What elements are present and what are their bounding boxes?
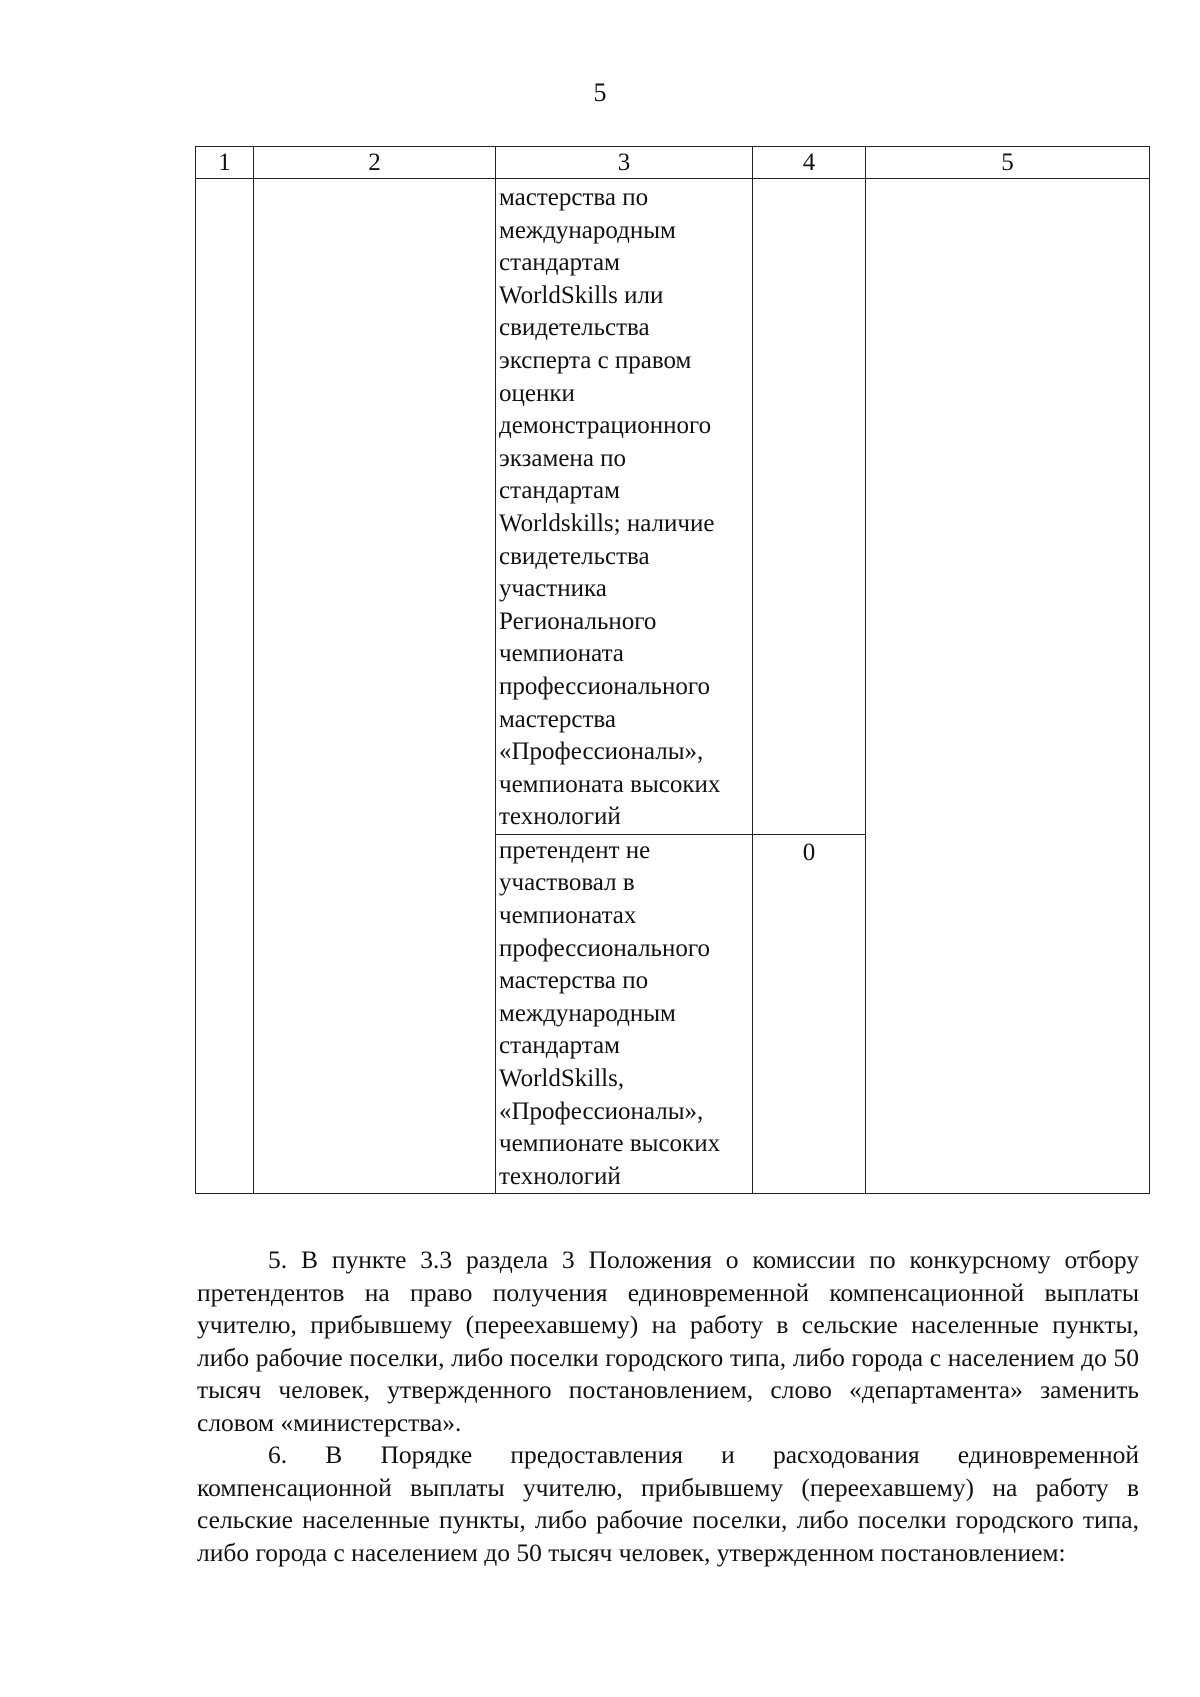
table-cell-score — [753, 834, 866, 1194]
column-header-4: 4 — [753, 147, 866, 179]
paragraph-6: 6. В Порядке предоставления и расходования единовременной компенсационной выплаты учителю, прибывшему (переехавшему) на работу в сельские населенные пункты, либо рабочие поселки, либо поселки городского типа, либо города с населением до 50 тысяч человек, утвержденном постановлением: — [197, 1440, 1139, 1567]
table-cell-col5 — [866, 179, 1150, 1194]
criterion-text: мастерства по международным стандартам WorldSkills или свидетельства эксперта с правом оценки демонстрационного экзамена по стандартам Worldskills; наличие свидетельства участника Регионального чемпионата профессионального мастерства «Профессионалы», чемпионата высоких технологий — [499, 184, 721, 831]
table-cell-criterion — [496, 834, 753, 1194]
table-row — [196, 179, 1150, 835]
paragraph-5: 5. В пункте 3.3 раздела 3 Положения о комиссии по конкурсному отбору претендентов на право получения единовременной компенсационной выплаты учителю, прибывшему (переехавшему) на работу в сельские населенные пункты, либо рабочие поселки, либо поселки городского типа, либо города с населением до 50 тысяч человек, утвержденного постановлением, слово «департамента» заменить словом «министерства». — [197, 1245, 1139, 1437]
score-value: 0 — [802, 838, 816, 866]
column-header-3: 3 — [496, 147, 753, 179]
criteria-table — [195, 146, 1150, 1194]
column-header-5: 5 — [866, 147, 1150, 179]
table-cell-score — [753, 179, 866, 835]
table-cell-criterion — [496, 179, 753, 835]
score-value — [753, 179, 865, 181]
table-header-row — [196, 147, 1150, 179]
column-header-2: 2 — [254, 147, 496, 179]
criterion-text: претендент не участвовал в чемпионатах профессионального мастерства по международным стандартам WorldSkills, «Профессионалы», чемпионате высоких технологий — [499, 836, 721, 1190]
column-header-1: 1 — [196, 147, 254, 179]
table-cell-col1 — [196, 179, 254, 1194]
table-cell-col2 — [254, 179, 496, 1194]
page-number: 5 — [593, 78, 607, 107]
